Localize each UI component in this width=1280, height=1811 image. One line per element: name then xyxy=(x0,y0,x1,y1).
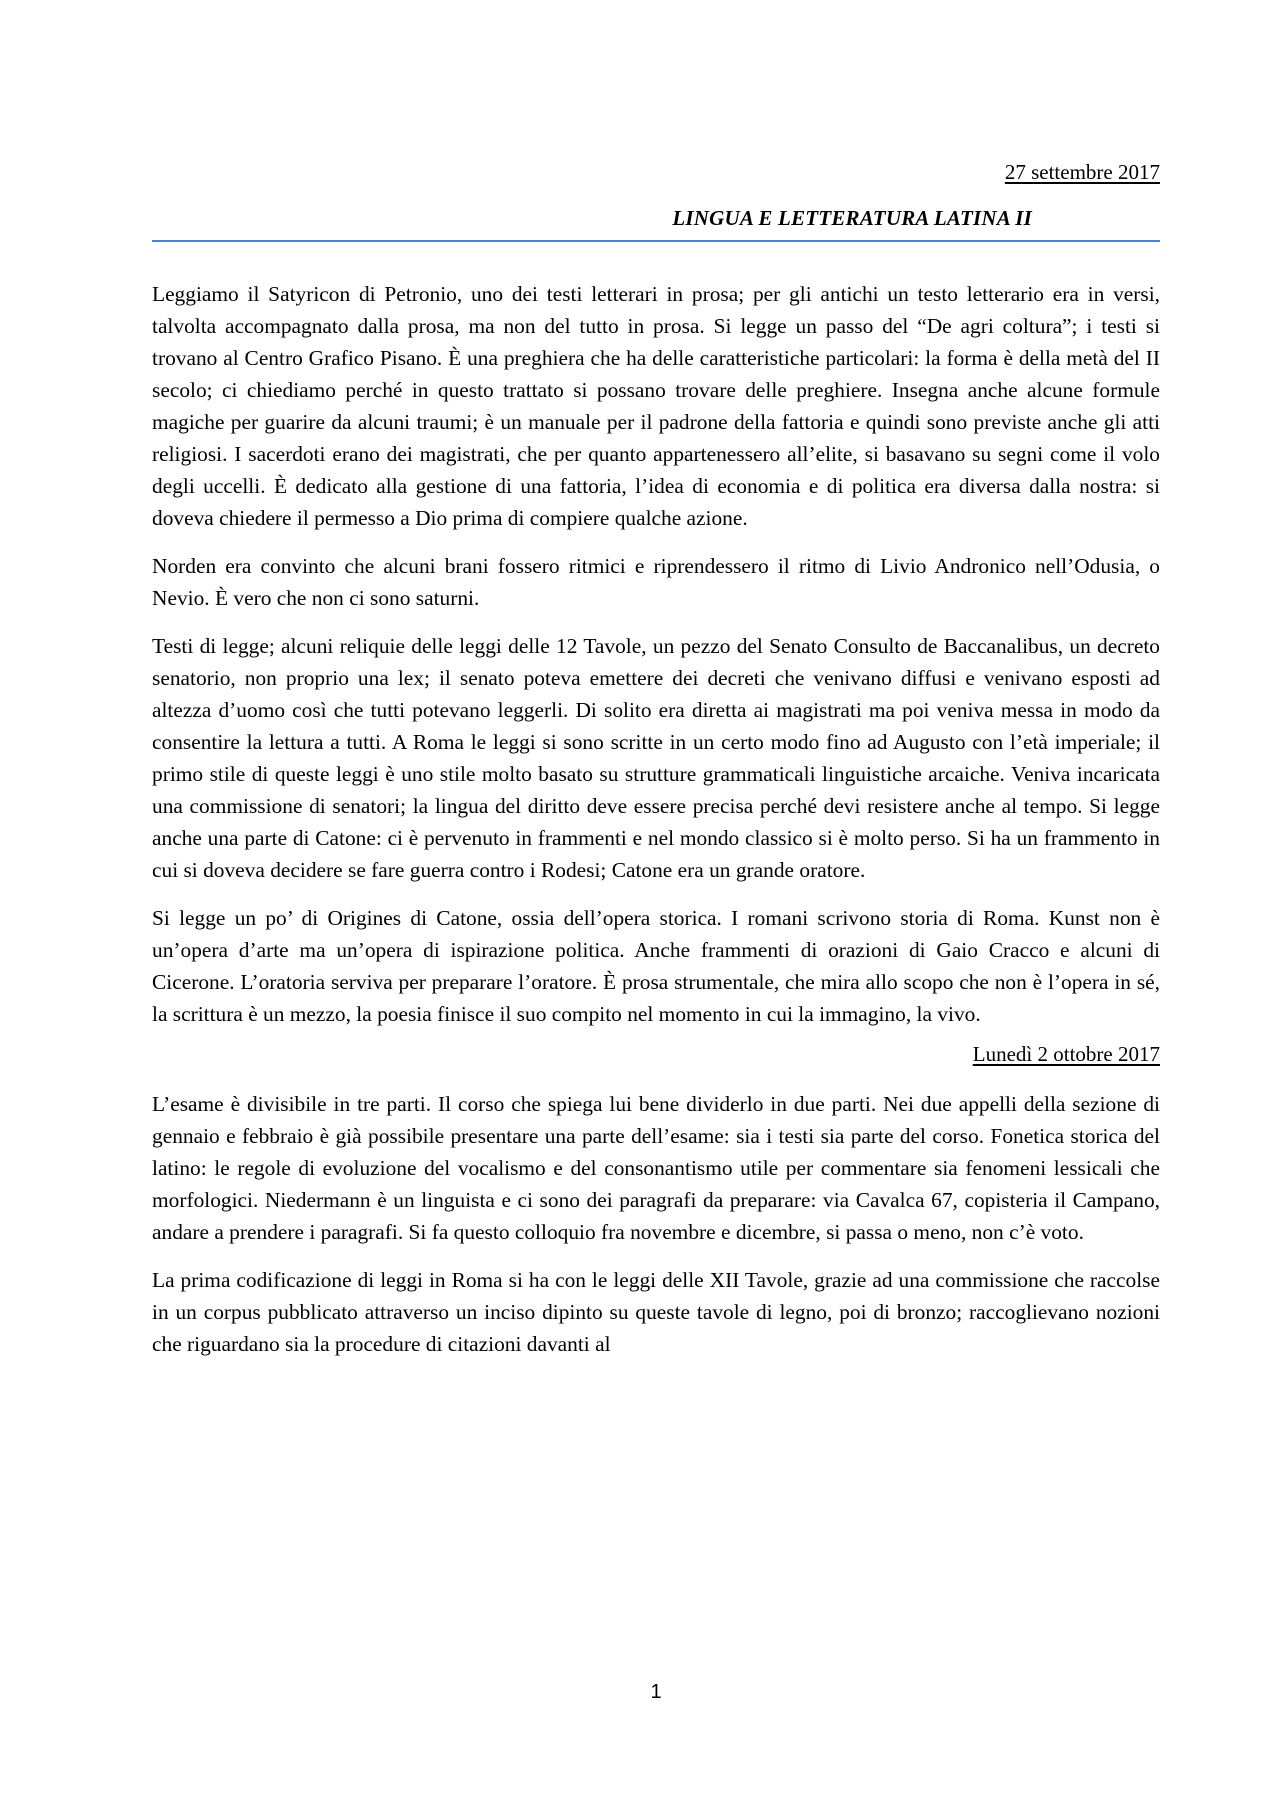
document-title: LINGUA E LETTERATURA LATINA II xyxy=(672,206,1032,230)
paragraph: La prima codificazione di leggi in Roma si ha con le leggi delle XII Tavole, grazie ad una commissione che raccolse in un corpus pubblicato attraverso un inciso dipinto su queste tavole di legno, poi di bronzo; raccoglievano nozioni che riguardano sia la procedure di citazioni davanti al xyxy=(152,1268,1160,1356)
date-heading: 27 settembre 2017 xyxy=(1004,160,1160,184)
title-underline-rule xyxy=(152,240,1160,242)
paragraph: Si legge un po’ di Origines di Catone, ossia dell’opera storica. I romani scrivono storia di Roma. Kunst non è un’opera d’arte ma un’opera di ispirazione politica. Anche frammenti di orazioni di Gaio Cracco e alcuni di Cicerone. L’oratoria serviva per preparare l’oratore. È prosa strumentale, che mira allo scopo che non è l’opera in sé, la scrittura è un mezzo, la poesia finisce il suo compito nel momento in cui la immagino, la vivo. xyxy=(152,906,1160,1026)
paragraph: Norden era convinto che alcuni brani fossero ritmici e riprendessero il ritmo di Livio Andronico nell’Odusia, o Nevio. È vero che non ci sono saturni. xyxy=(152,554,1160,610)
paragraph: Leggiamo il Satyricon di Petronio, uno dei testi letterari in prosa; per gli antichi un testo letterario era in versi, talvolta accompagnato dalla prosa, ma non del tutto in prosa. Si legge un passo del “De agri coltura”; i testi si trovano al Centro Grafico Pisano. È una preghiera che ha delle caratteristiche particolari: la forma è della metà del II secolo; ci chiediamo perché in questo trattato si possano trovare delle preghiere. Insegna anche alcune formule magiche per guarire da alcuni traumi; è un manuale per il padrone della fattoria e quindi sono previste anche gli atti religiosi. I sacerdoti erano dei magistrati, che per quanto appartenessero all’elite, si basavano su segni come il volo degli uccelli. È dedicato alla gestione di una fattoria, l’idea di economia e di politica era diversa dalla nostra: si doveva chiedere il permesso a Dio prima di compiere qualche azione. xyxy=(152,282,1160,530)
date-heading: Lunedì 2 ottobre 2017 xyxy=(972,1042,1160,1066)
page-number: 1 xyxy=(650,1681,662,1703)
document-page xyxy=(152,0,1160,1811)
document-body xyxy=(152,278,1160,1376)
paragraph: Testi di legge; alcuni reliquie delle leggi delle 12 Tavole, un pezzo del Senato Consulto de Baccanalibus, un decreto senatorio, non proprio una lex; il senato poteva emettere dei decreti che venivano diffusi e venivano esposti ad altezza d’uomo così che tutti potevano leggerli. Di solito era diretta ai magistrati ma poi veniva messa in modo da consentire la lettura a tutti. A Roma le leggi si sono scritte in un certo modo fino ad Augusto con l’età imperiale; il primo stile di queste leggi è uno stile molto basato su strutture grammaticali linguistiche arcaiche. Veniva incaricata una commissione di senatori; la lingua del diritto deve essere precisa perché devi resistere anche al tempo. Si legge anche una parte di Catone: ci è pervenuto in frammenti e nel mondo classico si è molto perso. Si ha un frammento in cui si doveva decidere se fare guerra contro i Rodesi; Catone era un grande oratore. xyxy=(152,634,1160,882)
paragraph: L’esame è divisibile in tre parti. Il corso che spiega lui bene dividerlo in due parti. Nei due appelli della sezione di gennaio e febbraio è già possibile presentare una parte dell’esame: sia i testi sia parte del corso. Fonetica storica del latino: le regole di evoluzione del vocalismo e del consonantismo utile per commentare sia fenomeni lessicali che morfologici. Niedermann è un linguista e ci sono dei paragrafi da preparare: via Cavalca 67, copisteria il Campano, andare a prendere i paragrafi. Si fa questo colloquio fra novembre e dicembre, si passa o meno, non c’è voto. xyxy=(152,1092,1160,1244)
